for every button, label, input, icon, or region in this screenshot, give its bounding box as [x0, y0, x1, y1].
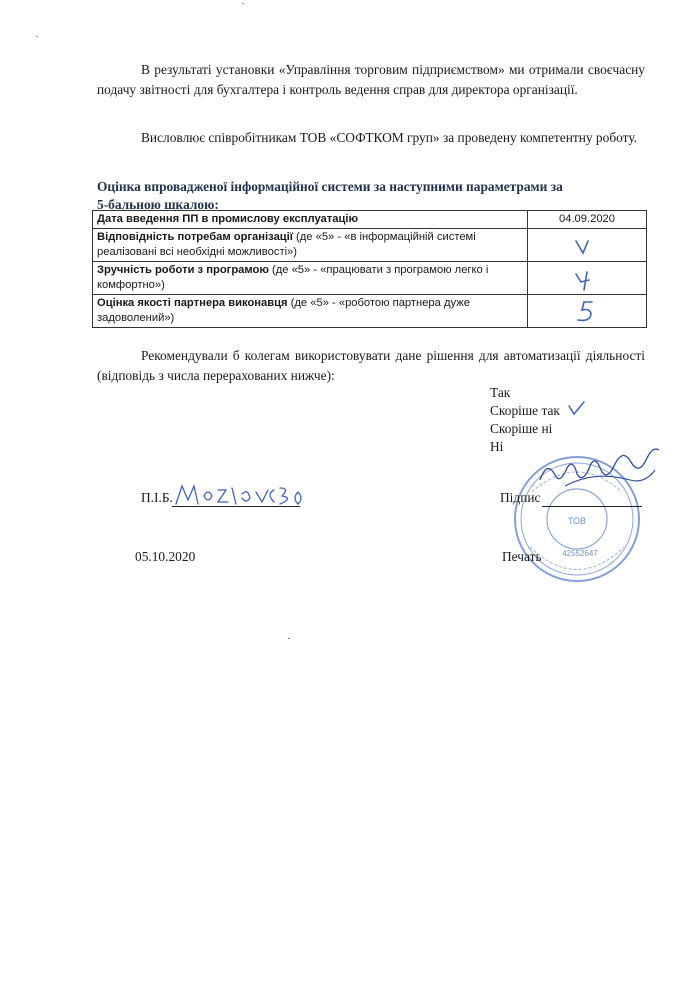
criterion-description: (де «5» - «в інформаційній системі реалізовані всі необхідні можливості») — [97, 231, 476, 258]
criterion-name: Зручність роботи з програмою — [97, 264, 269, 276]
svg-text:ТОВ: ТОВ — [567, 516, 587, 526]
option-yes: Так — [490, 385, 511, 400]
value-cell — [528, 295, 647, 328]
option-label: Скоріше так — [490, 403, 560, 418]
criterion-description: (де «5» - «працювати з програмою легко і комфортно») — [97, 264, 489, 291]
criterion-cell — [93, 229, 528, 262]
value-cell — [528, 262, 647, 295]
stamp-number: 42552647 — [562, 549, 598, 558]
stamp-label: Печать — [502, 549, 542, 564]
rating-table — [92, 210, 647, 328]
pib-underline — [172, 506, 300, 507]
table-row — [93, 211, 647, 229]
document-date: 05.10.2020 — [135, 549, 196, 564]
table-row — [93, 262, 647, 295]
thanks-paragraph: Висловлює співробітникам ТОВ «СОФТКОМ груп» за проведену компетентну роботу. — [141, 130, 638, 145]
check-mark-icon — [566, 400, 586, 416]
option-rather-yes — [490, 402, 560, 420]
recommendation-paragraph: Рекомендували б колегам використовувати дане рішення для автоматизації діяльності (відповідь з числа перерахованих нижче): — [97, 348, 645, 383]
criterion-cell — [93, 295, 528, 328]
heading-line-2: 5-бальною шкалою: — [97, 197, 219, 212]
value-cell: 04.09.2020 — [528, 211, 647, 229]
answer-options — [490, 384, 560, 456]
criterion-name: Дата введення ПП в промислову експлуатацію — [97, 213, 359, 225]
option-rather-no: Скоріше ні — [490, 421, 553, 436]
criterion-description: (де «5» - «роботою партнера дуже задоволений») — [97, 297, 470, 324]
signature-label: Підпис — [500, 490, 541, 505]
value-cell — [528, 229, 647, 262]
company-stamp — [510, 452, 645, 587]
result-paragraph: В результаті установки «Управління торговим підприємством» ми отримали своєчасну подачу звітності для бухгалтера і контроль ведення справ для директора організації. — [97, 62, 645, 97]
evaluation-heading — [97, 178, 617, 214]
signature-underline — [542, 506, 642, 507]
heading-line-1: Оцінка впровадженої інформаційної системи за наступними параметрами за — [97, 179, 563, 194]
scan-speck — [288, 638, 290, 639]
scan-speck — [36, 36, 38, 37]
criterion-cell — [93, 262, 528, 295]
table-row — [93, 229, 647, 262]
table-row — [93, 295, 647, 328]
option-no: Ні — [490, 439, 504, 454]
scan-speck — [242, 3, 244, 4]
criterion-name: Оцінка якості партнера виконавця — [97, 297, 288, 309]
pib-label: П.І.Б. — [141, 490, 173, 505]
criterion-name: Відповідність потребам організації — [97, 231, 293, 243]
criterion-cell — [93, 211, 528, 229]
